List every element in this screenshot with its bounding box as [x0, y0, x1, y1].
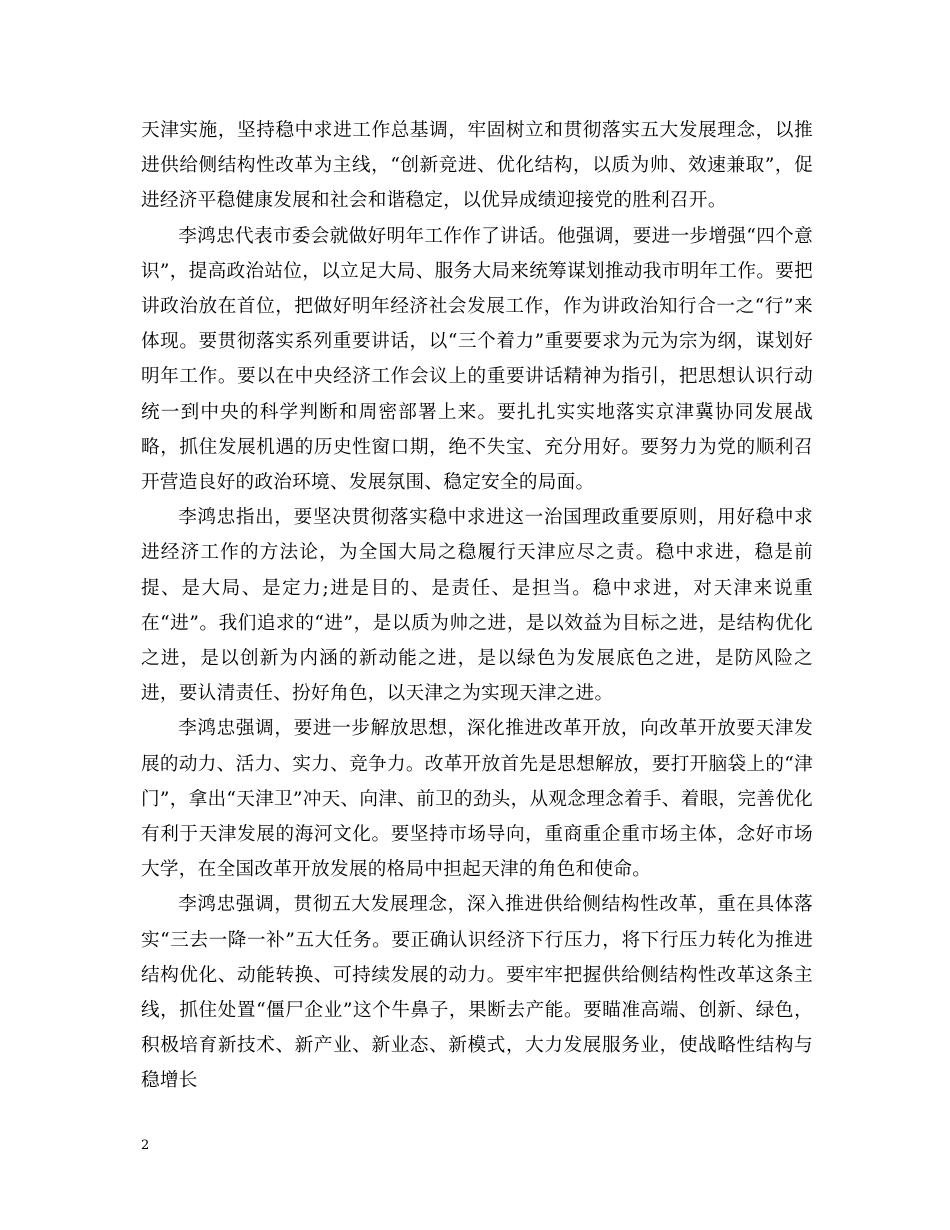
page-number: 2: [141, 1138, 150, 1153]
document-body: [141, 113, 813, 1099]
paragraph-5: 李鸿忠强调，贯彻五大发展理念，深入推进供给侧结构性改革，重在具体落实“三去一降一补”五大任务。要正确认识经济下行压力，将下行压力转化为推进结构优化、动能转换、可持续发展的动力。要牢牢把握供给侧结构性改革这条主线，抓住处置“僵尸企业”这个牛鼻子，果断去产能。要瞄准高端、创新、绿色，积极培育新技术、新产业、新业态、新模式，大力发展服务业，使战略性结构与稳增长: [141, 894, 813, 1092]
paragraph-1: 天津实施，坚持稳中求进工作总基调，牢固树立和贯彻落实五大发展理念，以推进供给侧结构性改革为主线，“创新竞进、优化结构，以质为帅、效速兼取”，促进经济平稳健康发展和社会和谐稳定，以优异成绩迎接党的胜利召开。: [141, 120, 813, 212]
paragraph-3: 李鸿忠指出，要坚决贯彻落实稳中求进这一治国理政重要原则，用好稳中求进经济工作的方法论，为全国大局之稳履行天津应尽之责。稳中求进，稳是前提、是大局、是定力;进是目的、是责任、是担当。稳中求进，对天津来说重在“进”。我们追求的“进”，是以质为帅之进，是以效益为目标之进，是结构优化之进，是以创新为内涵的新动能之进，是以绿色为发展底色之进，是防风险之进，要认清责任、扮好角色，以天津之为实现天津之进。: [141, 507, 813, 705]
paragraph-2: 李鸿忠代表市委会就做好明年工作作了讲话。他强调，要进一步增强“四个意识”，提高政治站位，以立足大局、服务大局来统筹谋划推动我市明年工作。要把讲政治放在首位，把做好明年经济社会发展工作，作为讲政治知行合一之“行”来体现。要贯彻落实系列重要讲话，以“三个着力”重要要求为元为宗为纲，谋划好明年工作。要以在中央经济工作会议上的重要讲话精神为指引，把思想认识行动统一到中央的科学判断和周密部署上来。要扎扎实实地落实京津冀协同发展战略，抓住发展机遇的历史性窗口期，绝不失宝、充分用好。要努力为党的顺利召开营造良好的政治环境、发展氛围、稳定安全的局面。: [141, 225, 813, 494]
paragraph-4: 李鸿忠强调，要进一步解放思想，深化推进改革开放，向改革开放要天津发展的动力、活力、实力、竞争力。改革开放首先是思想解放，要打开脑袋上的“津门”，拿出“天津卫”冲天、向津、前卫的劲头，从观念理念着手、着眼，完善优化有利于天津发展的海河文化。要坚持市场导向，重商重企重市场主体，念好市场大学，在全国改革开放发展的格局中担起天津的角色和使命。: [141, 718, 813, 881]
